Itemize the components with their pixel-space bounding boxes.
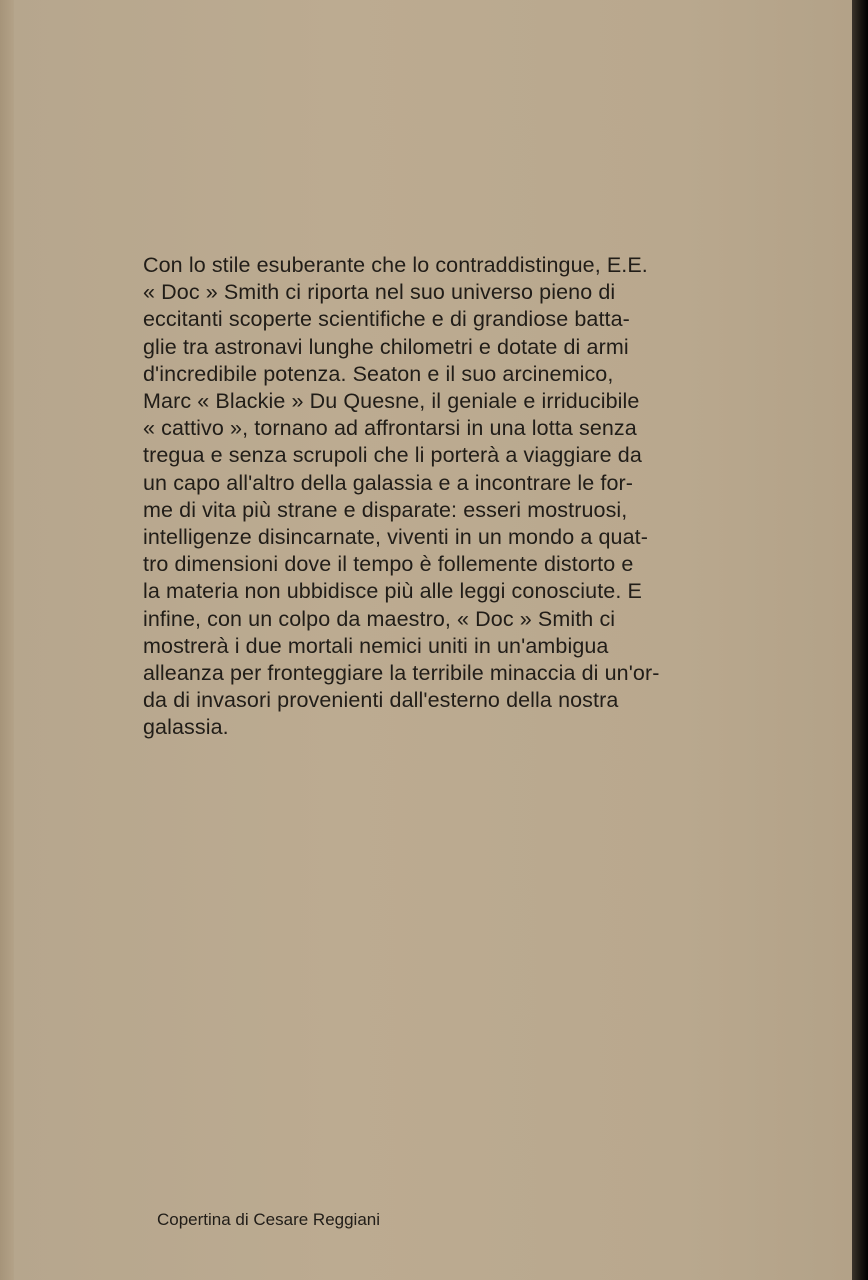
blurb-line: intelligenze disincarnate, viventi in un mondo a quat- [143, 525, 648, 550]
blurb-line: galassia. [143, 715, 229, 740]
blurb-line: un capo all'altro della galassia e a incontrare le for- [143, 470, 634, 495]
blurb-line: mostrerà i due mortali nemici uniti in un'ambigua [143, 633, 609, 658]
blurb-line: me di vita più strane e disparate: esseri mostruosi, [143, 497, 628, 522]
blurb-line: Marc « Blackie » Du Quesne, il geniale e irriducibile [143, 389, 640, 414]
blurb-line: la materia non ubbidisce più alle leggi conosciute. E [143, 579, 642, 604]
blurb-line: eccitanti scoperte scientifiche e di grandiose batta- [143, 307, 630, 332]
blurb-line: « Doc » Smith ci riporta nel suo universo pieno di [143, 280, 616, 305]
blurb-line: glie tra astronavi lunghe chilometri e dotate di armi [143, 334, 629, 359]
blurb-line: infine, con un colpo da maestro, « Doc » Smith ci [143, 606, 616, 631]
blurb-line: d'incredibile potenza. Seaton e il suo arcinemico, [143, 361, 614, 386]
blurb-paragraph [143, 252, 763, 742]
blurb-line: Con lo stile esuberante che lo contraddistingue, E.E. [143, 253, 648, 277]
cover-left-edge [0, 0, 14, 1280]
blurb-line: tregua e senza scrupoli che li porterà a viaggiare da [143, 443, 642, 468]
blurb-line: alleanza per fronteggiare la terribile minaccia di un'or- [143, 661, 660, 686]
cover-artist-credit: Copertina di Cesare Reggiani [157, 1210, 381, 1229]
book-spine-shadow [852, 0, 868, 1280]
blurb-line: tro dimensioni dove il tempo è follemente distorto e [143, 552, 634, 577]
blurb-line: « cattivo », tornano ad affrontarsi in una lotta senza [143, 416, 637, 441]
blurb-line: da di invasori provenienti dall'esterno della nostra [143, 688, 619, 713]
